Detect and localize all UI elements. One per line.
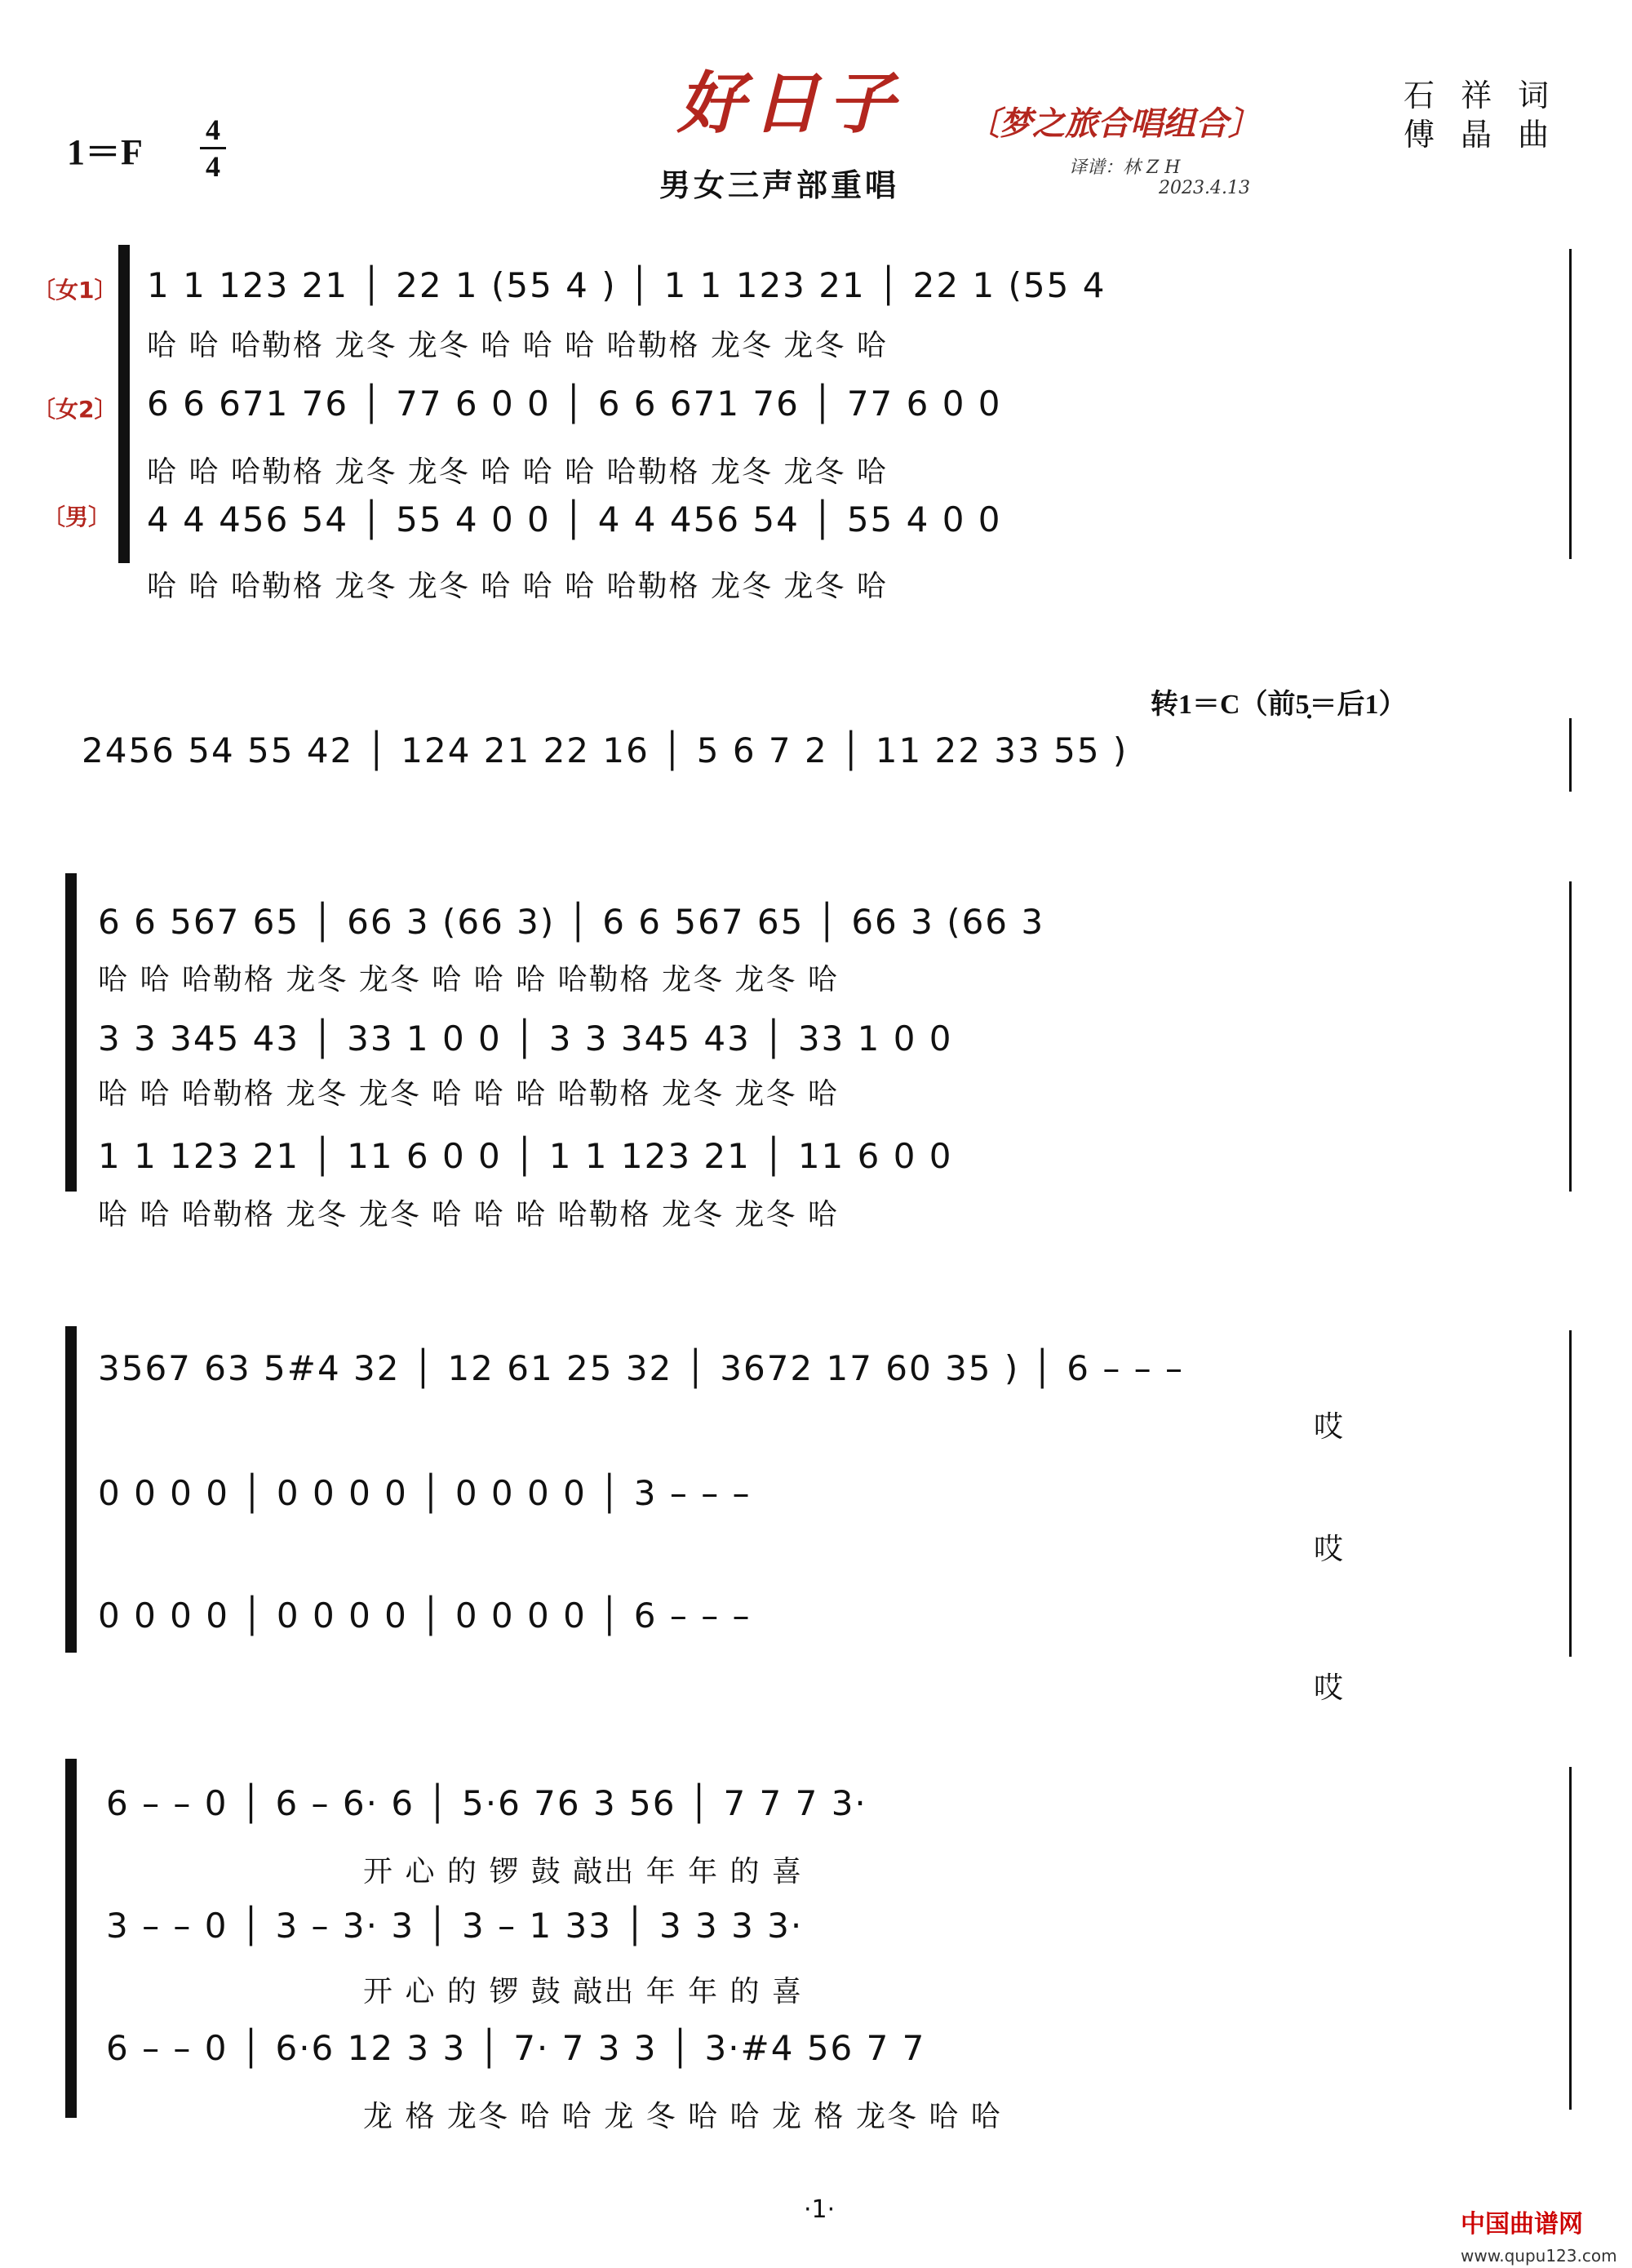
subtitle: 男女三声部重唱 <box>659 167 900 203</box>
time-top: 4 <box>206 113 220 146</box>
song-title: 好日子 <box>677 65 902 143</box>
transcriber: 译谱：林 Z H <box>1069 158 1181 178</box>
lyrics-f1: 哈 哈 哈勒格 龙冬 龙冬 哈 哈 哈 哈勒格 龙冬 龙冬 哈 <box>98 963 839 996</box>
lyrics-f1: 开 心 的 锣 鼓 敲出 年 年 的 喜 <box>363 1855 803 1889</box>
time-signature <box>200 114 226 182</box>
staff-f2: 0 0 0 0 │ 0 0 0 0 │ 0 0 0 0 │ 3 – – – <box>98 1473 752 1513</box>
barline <box>1569 249 1572 559</box>
staff-f1: 1 1 123 21 │ 22 1 (55 4 ) │ 1 1 123 21 │ 22 1 (55 4 <box>147 265 1106 305</box>
lyricist: 石 祥 词 <box>1404 78 1558 113</box>
staff-f1: 6 – – 0 │ 6 – 6· 6 │ 5·6 76 3 56 │ 7 7 7 3· <box>106 1783 867 1823</box>
composer: 傅 晶 曲 <box>1404 117 1558 153</box>
part-label-m: 〔男〕 <box>42 504 112 530</box>
barline <box>1569 881 1572 1192</box>
lyrics-f2: 开 心 的 锣 鼓 敲出 年 年 的 喜 <box>363 1975 803 2008</box>
lyrics-f1: 哎 <box>1314 1410 1346 1444</box>
staff-m: 1 1 123 21 │ 11 6 0 0 │ 1 1 123 21 │ 11 6 0 0 <box>98 1136 953 1176</box>
lyrics-f1: 哈 哈 哈勒格 龙冬 龙冬 哈 哈 哈 哈勒格 龙冬 龙冬 哈 <box>147 329 888 362</box>
part-label-f2: 〔女2〕 <box>33 396 118 423</box>
staff-m: 6 – – 0 │ 6·6 12 3 3 │ 7· 7 3 3 │ 3·#4 56 7 7 <box>106 2028 926 2068</box>
transcribe-date: 2023.4.13 <box>1159 178 1250 198</box>
watermark-text: 中国曲谱网 <box>1461 2210 1583 2239</box>
time-bottom: 4 <box>206 150 220 183</box>
lyrics-f2: 哎 <box>1314 1533 1346 1566</box>
barline <box>1569 718 1572 792</box>
staff-f1: 6 6 567 65 │ 66 3 (66 3) │ 6 6 567 65 │ 66 3 (66 3 <box>98 902 1045 942</box>
staff-m: 4 4 456 54 │ 55 4 0 0 │ 4 4 456 54 │ 55 4 0 0 <box>147 499 1002 539</box>
lyrics-f2: 哈 哈 哈勒格 龙冬 龙冬 哈 哈 哈 哈勒格 龙冬 龙冬 哈 <box>98 1077 839 1111</box>
watermark-url: www.qupu123.com <box>1461 2246 1617 2266</box>
system-brace <box>65 1759 77 2118</box>
instrumental-line: 2456 54 55 42 │ 124 21 22 16 │ 5 6 7 2 │ 11 22 33 55 ) <box>82 730 1129 770</box>
lyrics-m: 龙 格 龙冬 哈 哈 龙 冬 哈 哈 龙 格 龙冬 哈 哈 <box>363 2100 1002 2133</box>
modulation-mark: 转1＝C（前5̣＝后1） <box>1151 690 1407 720</box>
lyrics-m: 哎 <box>1314 1671 1346 1705</box>
system-brace <box>65 873 77 1192</box>
system-brace <box>65 1326 77 1653</box>
lyrics-f2: 哈 哈 哈勒格 龙冬 龙冬 哈 哈 哈 哈勒格 龙冬 龙冬 哈 <box>147 455 888 489</box>
performer-group: 〔梦之旅合唱组合〕 <box>967 105 1261 143</box>
staff-f2: 6 6 671 76 │ 77 6 0 0 │ 6 6 671 76 │ 77 6 0 0 <box>147 384 1002 424</box>
watermark <box>1461 2204 1617 2268</box>
part-label-f1: 〔女1〕 <box>33 277 118 304</box>
staff-m: 0 0 0 0 │ 0 0 0 0 │ 0 0 0 0 │ 6 – – – <box>98 1596 752 1636</box>
staff-f2: 3 3 345 43 │ 33 1 0 0 │ 3 3 345 43 │ 33 1 0 0 <box>98 1019 953 1059</box>
barline <box>1569 1330 1572 1657</box>
lyrics-m: 哈 哈 哈勒格 龙冬 龙冬 哈 哈 哈 哈勒格 龙冬 龙冬 哈 <box>98 1198 839 1232</box>
lyrics-m: 哈 哈 哈勒格 龙冬 龙冬 哈 哈 哈 哈勒格 龙冬 龙冬 哈 <box>147 570 888 603</box>
system-brace <box>118 245 130 563</box>
barline <box>1569 1767 1572 2110</box>
staff-f2: 3 – – 0 │ 3 – 3· 3 │ 3 – 1 33 │ 3 3 3 3· <box>106 1906 804 1946</box>
staff-f1: 3567 63 5#4 32 │ 12 61 25 32 │ 3672 17 60 35 ) │ 6 – – – <box>98 1348 1185 1388</box>
page-number: ·1· <box>804 2195 836 2224</box>
key-signature: 1＝F <box>67 132 143 172</box>
